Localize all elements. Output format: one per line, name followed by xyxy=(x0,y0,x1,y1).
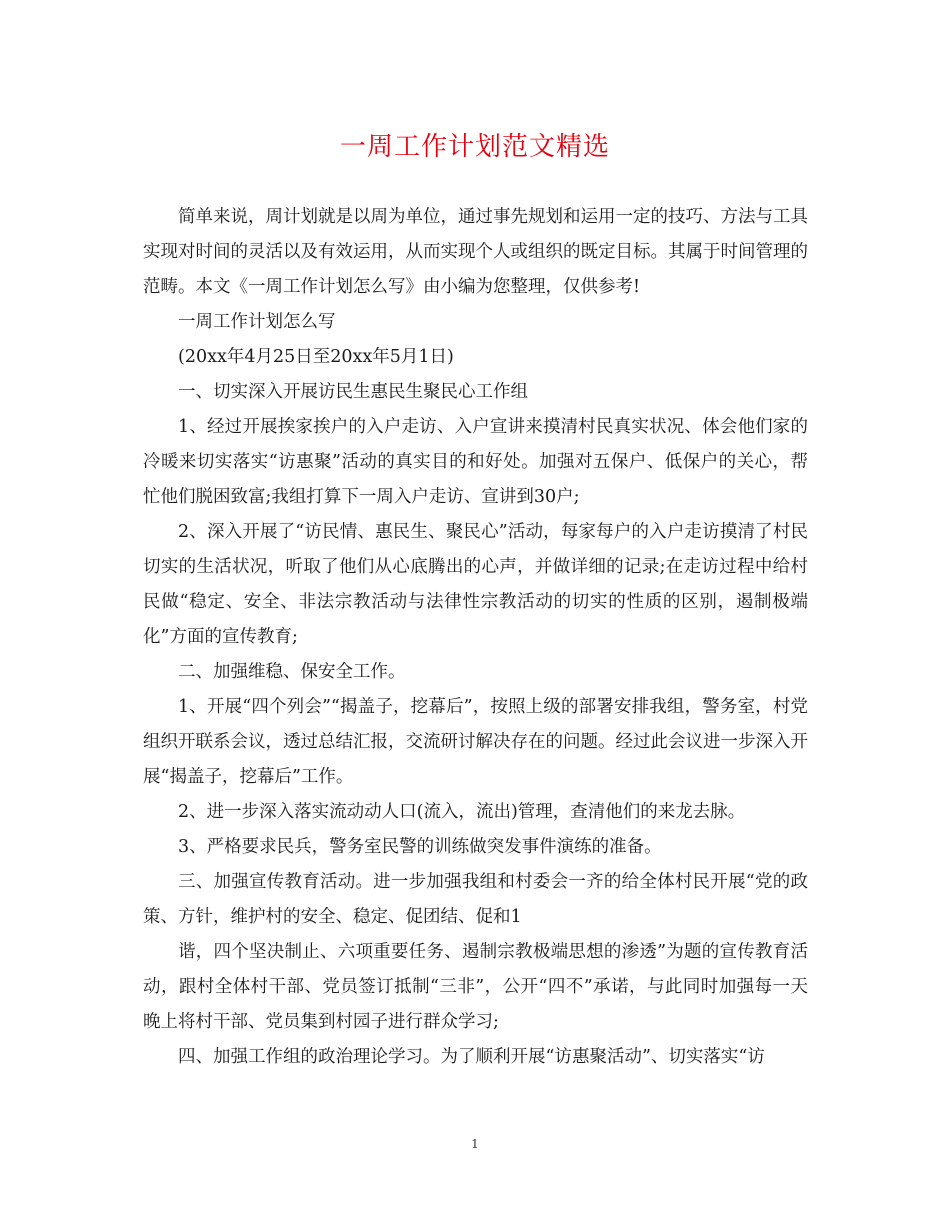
section-heading-1: 一、切实深入开展访民生惠民生聚民心工作组 xyxy=(178,382,528,402)
paragraph-2-1: 1、开展“四个列会”“揭盖子，挖幕后”，按照上级的部署安排我组，警务室，村党组织开联系会议，透过总结汇报，交流研讨解决存在的问题。经过此会议进一步深入开展“揭盖子，挖幕后”工作。 xyxy=(143,697,808,787)
paragraph-1-1: 1、经过开展挨家挨户的入户走访、入户宣讲来摸清村民真实状况、体会他们家的冷暖来切实落实“访惠聚”活动的真实目的和好处。加强对五保户、低保户的关心，帮忙他们脱困致富;我组打算下一周入户走访、宣讲到30户; xyxy=(143,417,808,507)
paragraph-1-2: 2、深入开展了“访民情、惠民生、聚民心”活动，每家每户的入户走访摸清了村民切实的生活状况，听取了他们从心底腾出的心声，并做详细的记录;在走访过程中给村民做“稳定、安全、非法宗教活动与法律性宗教活动的切实的性质的区别，遏制极端化”方面的宣传教育; xyxy=(143,522,808,647)
section-heading-how-to-write: 一周工作计划怎么写 xyxy=(178,312,336,332)
date-range: (20xx年4月25日至20xx年5月1日) xyxy=(178,347,454,367)
paragraph-2-2: 2、进一步深入落实流动动人口(流入，流出)管理，查清他们的来龙去脉。 xyxy=(178,802,746,822)
intro-paragraph: 简单来说，周计划就是以周为单位，通过事先规划和运用一定的技巧、方法与工具实现对时间的灵活以及有效运用，从而实现个人或组织的既定目标。其属于时间管理的范畴。本文《一周工作计划怎么写》由小编为您整理，仅供参考! xyxy=(143,207,808,297)
section-heading-3: 三、加强宣传教育活动。进一步加强我组和村委会一齐的给全体村民开展“党的政策、方针，维护村的安全、稳定、促团结、促和1 xyxy=(143,872,808,927)
document-title: 一周工作计划范文精选 xyxy=(339,132,610,162)
page-number: 1 xyxy=(471,1137,479,1151)
section-heading-2: 二、加强维稳、保安全工作。 xyxy=(178,662,406,682)
paragraph-3-continued: 谐，四个坚决制止、六项重要任务、遏制宗教极端思想的渗透”为题的宣传教育活动，跟村全体村干部、党员签订抵制“三非”，公开“四不”承诺，与此同时加强每一天晚上将村干部、党员集到村园子进行群众学习; xyxy=(143,942,808,1032)
section-heading-4: 四、加强工作组的政治理论学习。为了顺利开展“访惠聚活动”、切实落实“访 xyxy=(178,1047,765,1067)
paragraph-2-3: 3、严格要求民兵，警务室民警的训练做突发事件演练的准备。 xyxy=(178,837,662,857)
document-body xyxy=(143,200,808,1075)
